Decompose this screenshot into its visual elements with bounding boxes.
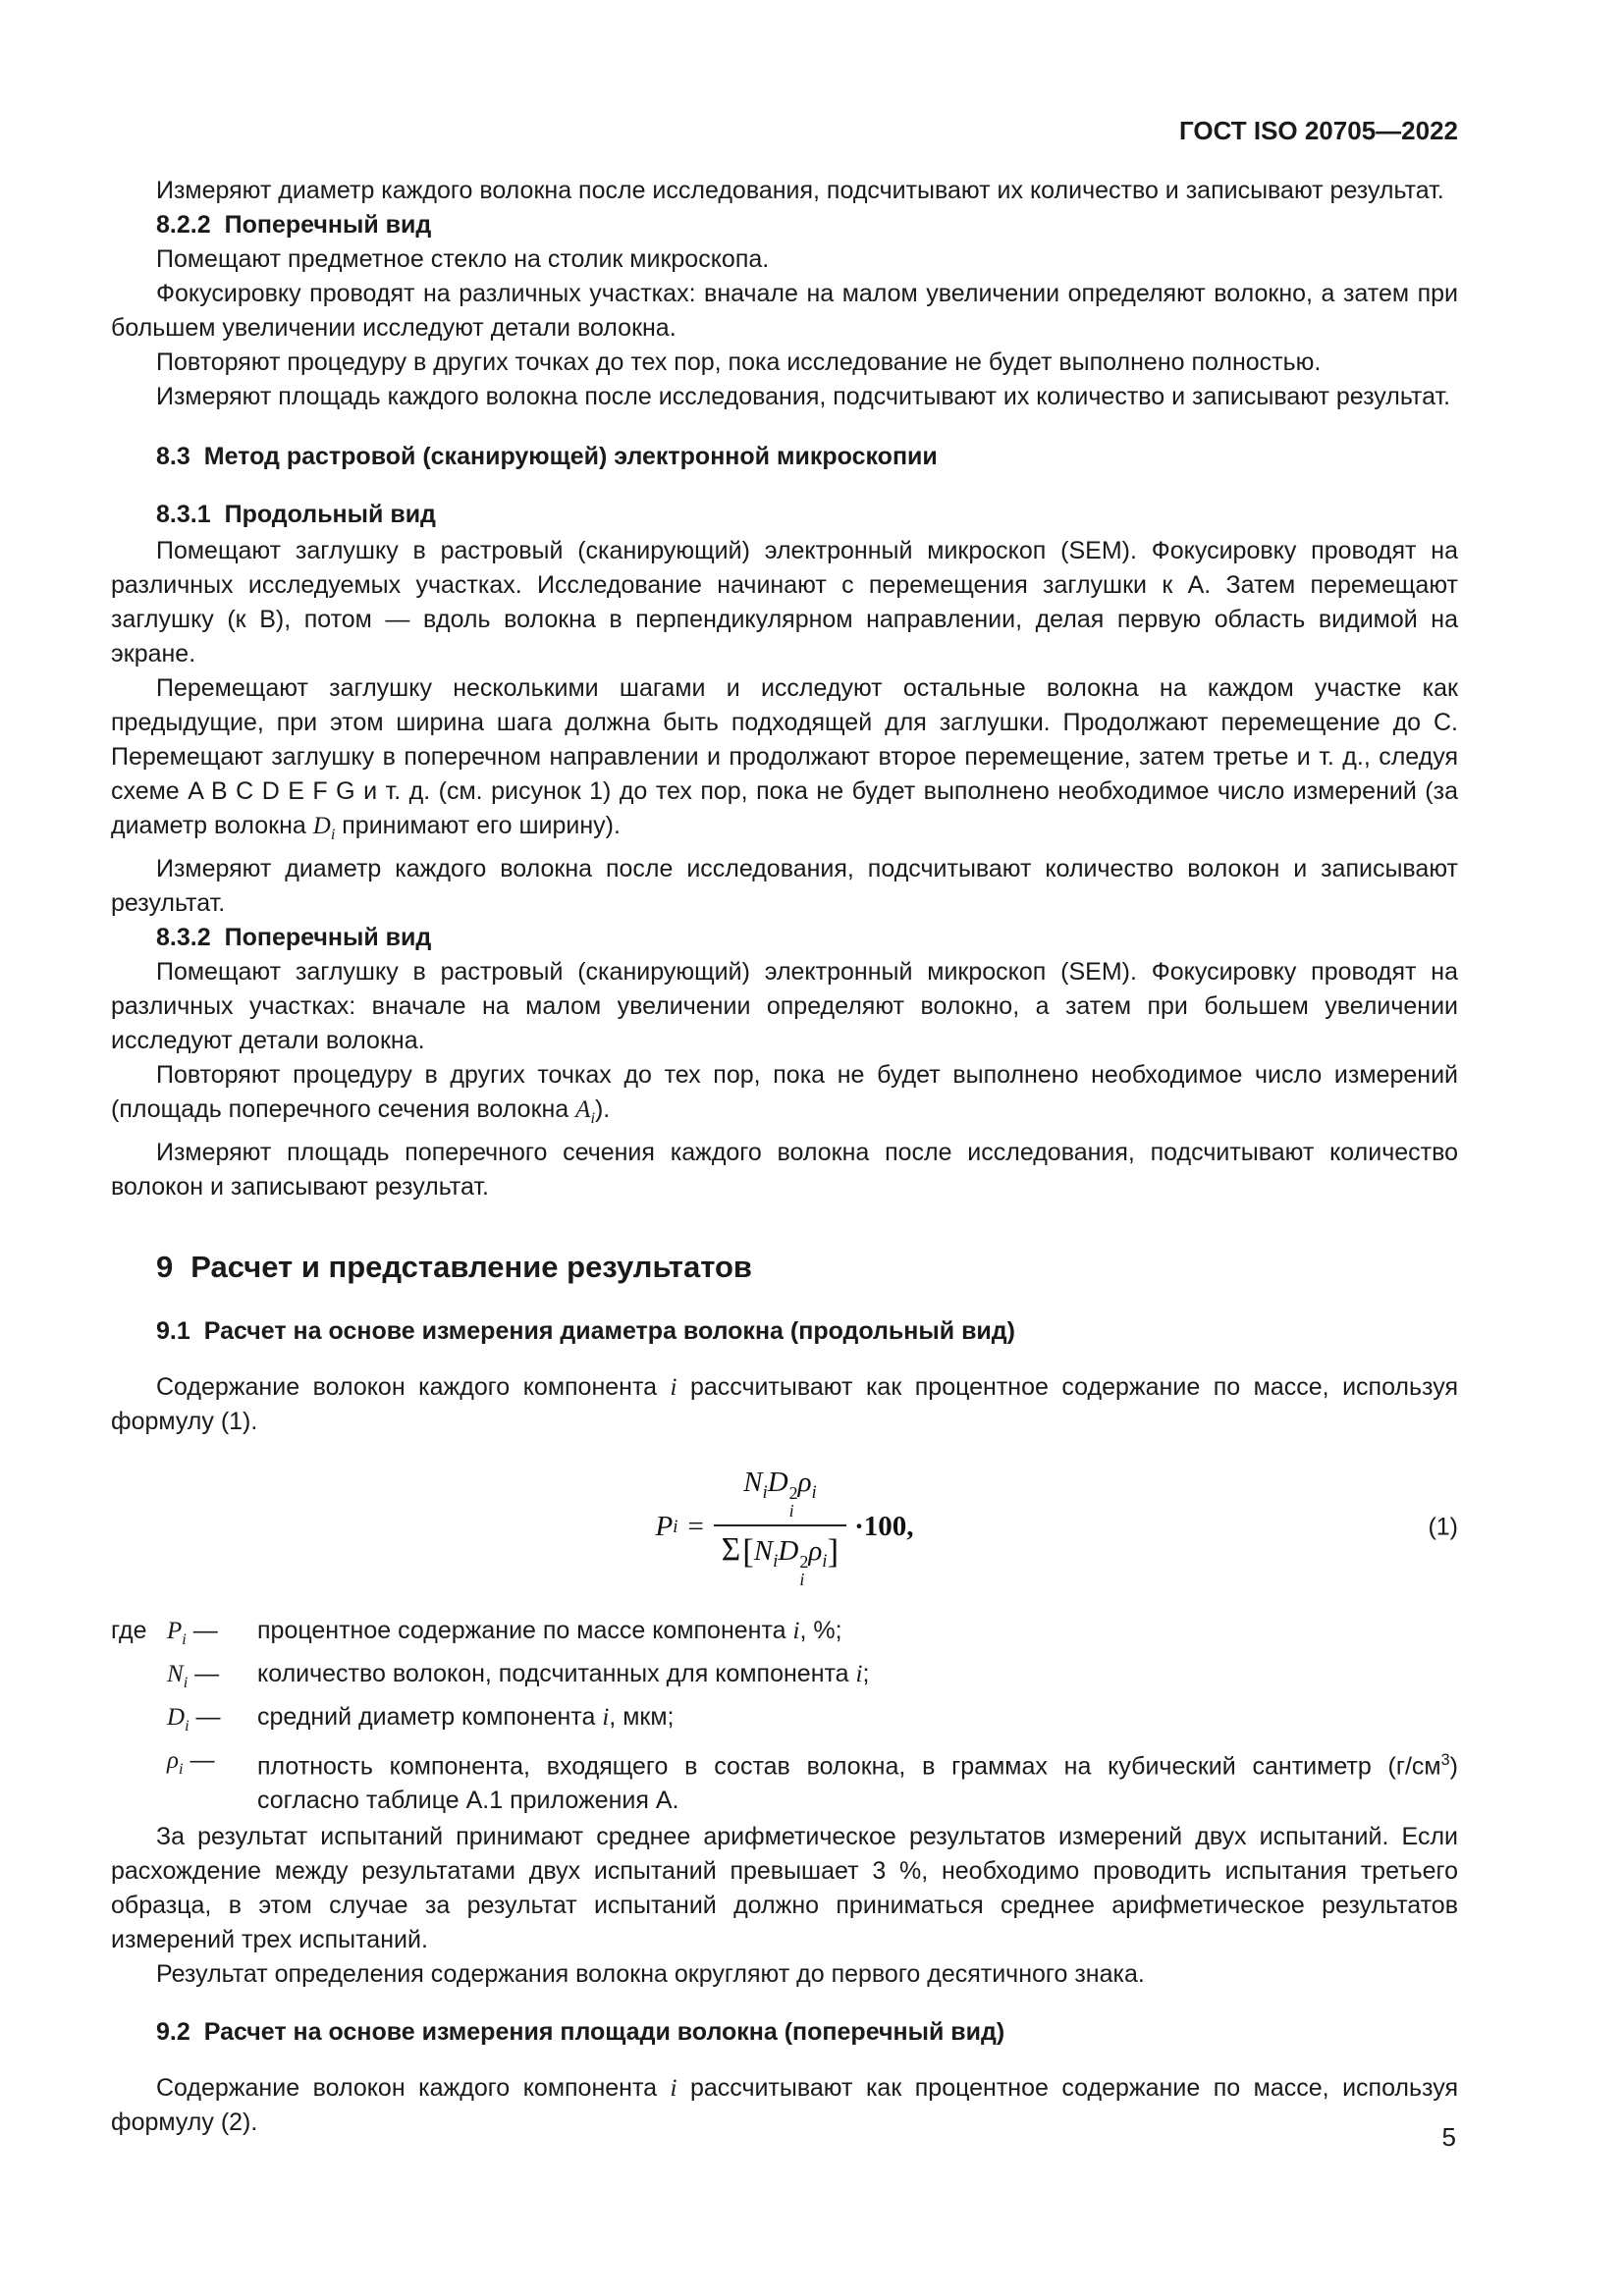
doc-code: ГОСТ ISO 20705—2022: [1178, 116, 1458, 145]
heading-number: 9.1: [156, 1317, 190, 1345]
heading-8-2-2: [111, 208, 1458, 242]
variable-A: A: [575, 1096, 591, 1123]
definition-term: $\rho_i$ —: [167, 1746, 215, 1779]
paragraph: Помещают заглушку в растровый (сканирующий) электронный микроскоп (SEM). Фокусировку проводят на различных участках: вначале на малом увеличении определяют волокно, а затем при большем увеличении исследуют детали волокна.: [111, 958, 1458, 1054]
heading-number: 9: [156, 1250, 174, 1284]
equals-sign: =: [687, 1511, 704, 1543]
heading-9-2: [111, 2015, 1458, 2050]
page-number: 5: [1441, 2122, 1456, 2152]
heading-number: 8.3.2: [156, 924, 211, 951]
fraction-denominator: $\Sigma[N_iD$ 2 i $\rho_i$]: [721, 1531, 839, 1590]
heading-8-3-2: [111, 921, 1458, 955]
heading-text: Расчет на основе измерения диаметра волокна (продольный вид): [203, 1317, 1015, 1345]
heading-9-1: [111, 1314, 1458, 1349]
paragraph: Содержание волокон каждого компонента i рассчитывают как процентное содержание по массе, используя формулу (2).: [111, 2074, 1458, 2137]
heading-text: Поперечный вид: [224, 924, 432, 951]
paragraph: Помещают предметное стекло на столик микроскопа.: [156, 245, 770, 273]
heading-text: Поперечный вид: [224, 211, 432, 239]
paragraph: За результат испытаний принимают среднее арифметическое результатов измерений двух испытаний. Если расхождение между результатами двух испытаний превышает 3 %, необходимо проводить испытания третьего образца, в этом случае за результат испытаний должно приниматься среднее арифметическое результатов измерений трех испытаний.: [111, 1823, 1458, 1954]
paragraph: Измеряют диаметр каждого волокна после исследования, подсчитывают их количество и записывают результат.: [156, 177, 1444, 204]
multiplication-dot: ·: [854, 1511, 864, 1543]
definitions-list: [111, 1614, 1458, 1818]
definition-row: [111, 1743, 1458, 1818]
paragraph: Повторяют процедуру в других точках до тех пор, пока исследование не будет выполнено полностью.: [156, 348, 1322, 376]
paragraph: Помещают заглушку в растровый (сканирующий) электронный микроскоп (SEM). Фокусировку проводят на различных исследуемых участках. Исследование начинают с перемещения заглушки к A. Затем перемещают заглушку (к B), потом — вдоль волокна в перпендикулярном направлении, делая первую область видимой на экране.: [111, 537, 1458, 667]
definition-row: [111, 1700, 1458, 1743]
variable-i: i: [670, 2075, 677, 2103]
heading-text: Метод растровой (сканирующей) электронной микроскопии: [203, 443, 938, 470]
paragraph: Измеряют диаметр каждого волокна после исследования, подсчитывают количество волокон и записывают результат.: [111, 855, 1458, 917]
paragraph: Повторяют процедуру в других точках до тех пор, пока не будет выполнено необходимое число измерений (площадь поперечного сечения волокна $A_i$).: [111, 1061, 1458, 1127]
heading-number: 8.3: [156, 443, 190, 470]
heading-number: 8.3.1: [156, 501, 211, 528]
subscript-i: i: [590, 1109, 595, 1127]
definition-description: процентное содержание по массе компонента i, %;: [257, 1617, 842, 1645]
section-9-heading: [111, 1248, 1458, 1287]
paragraph: Измеряют площадь поперечного сечения каждого волокна после исследования, подсчитывают количество волокон и записывают результат.: [111, 1139, 1458, 1201]
fraction-numerator: $N_iD$ 2 i $\rho_i$: [714, 1467, 846, 1526]
variable-i: i: [670, 1374, 677, 1401]
definition-term: $D_i$ —: [167, 1703, 221, 1735]
definition-term: $N_i$ —: [167, 1660, 220, 1692]
definition-description: средний диаметр компонента i, мкм;: [257, 1703, 675, 1732]
formula-lhs-subscript: i: [673, 1517, 678, 1538]
definition-term: $P_i$ —: [167, 1617, 218, 1649]
definition-row: [111, 1614, 1458, 1657]
heading-number: 9.2: [156, 2018, 190, 2047]
sup-sub-stack: 2 i: [799, 1552, 809, 1590]
definition-row: [111, 1657, 1458, 1700]
heading-number: 8.2.2: [156, 211, 211, 239]
paragraph: Фокусировку проводят на различных участках: вначале на малом увеличении определяют волокно, а затем при большем увеличении исследуют детали волокна.: [111, 280, 1458, 342]
page-content: [111, 116, 1458, 2140]
heading-8-3: [111, 440, 1458, 474]
equation-number: (1): [1428, 1513, 1458, 1541]
page-header: [111, 116, 1458, 146]
heading-text: Продольный вид: [224, 501, 436, 528]
variable-D: D: [312, 813, 331, 839]
heading-text: Расчет и представление результатов: [190, 1250, 752, 1284]
formula-1: [111, 1467, 1458, 1588]
formula-constant: 100,: [863, 1511, 914, 1543]
heading-text: Расчет на основе измерения площади волокна (поперечный вид): [203, 2018, 1005, 2047]
paragraph: Результат определения содержания волокна округляют до первого десятичного знака.: [156, 1960, 1145, 1989]
heading-8-3-1: [111, 498, 1458, 532]
fraction: [714, 1467, 846, 1588]
definition-description: количество волокон, подсчитанных для компонента i;: [257, 1660, 870, 1688]
sup-sub-stack: 2 i: [788, 1483, 798, 1522]
paragraph: Перемещают заглушку несколькими шагами и исследуют остальные волокна на каждом участке как предыдущие, при этом ширина шага должна быть подходящей для заглушки. Продолжают перемещение до C. Перемещают заглушку в поперечном направлении и продолжают второе перемещение, затем третье и т. д., следуя схеме A B C D E F G и т. д. (см. рисунок 1) до тех пор, пока не будет выполнено необходимое число измерений (за диаметр волокна $D_i$ принимают его ширину).: [111, 674, 1458, 843]
where-label: где: [111, 1617, 147, 1645]
subscript-i: i: [330, 826, 336, 843]
paragraph: Содержание волокон каждого компонента i рассчитывают как процентное содержание по массе, используя формулу (1).: [111, 1373, 1458, 1435]
sigma-symbol: Σ: [721, 1531, 741, 1569]
formula-lhs: P: [655, 1511, 674, 1543]
paragraph: Измеряют площадь каждого волокна после исследования, подсчитывают их количество и записывают результат.: [156, 383, 1451, 410]
definition-description: плотность компонента, входящего в состав волокна, в граммах на кубический сантиметр $(г/см^3)$ согласно таблице А.1 приложения А.: [257, 1751, 1458, 1815]
